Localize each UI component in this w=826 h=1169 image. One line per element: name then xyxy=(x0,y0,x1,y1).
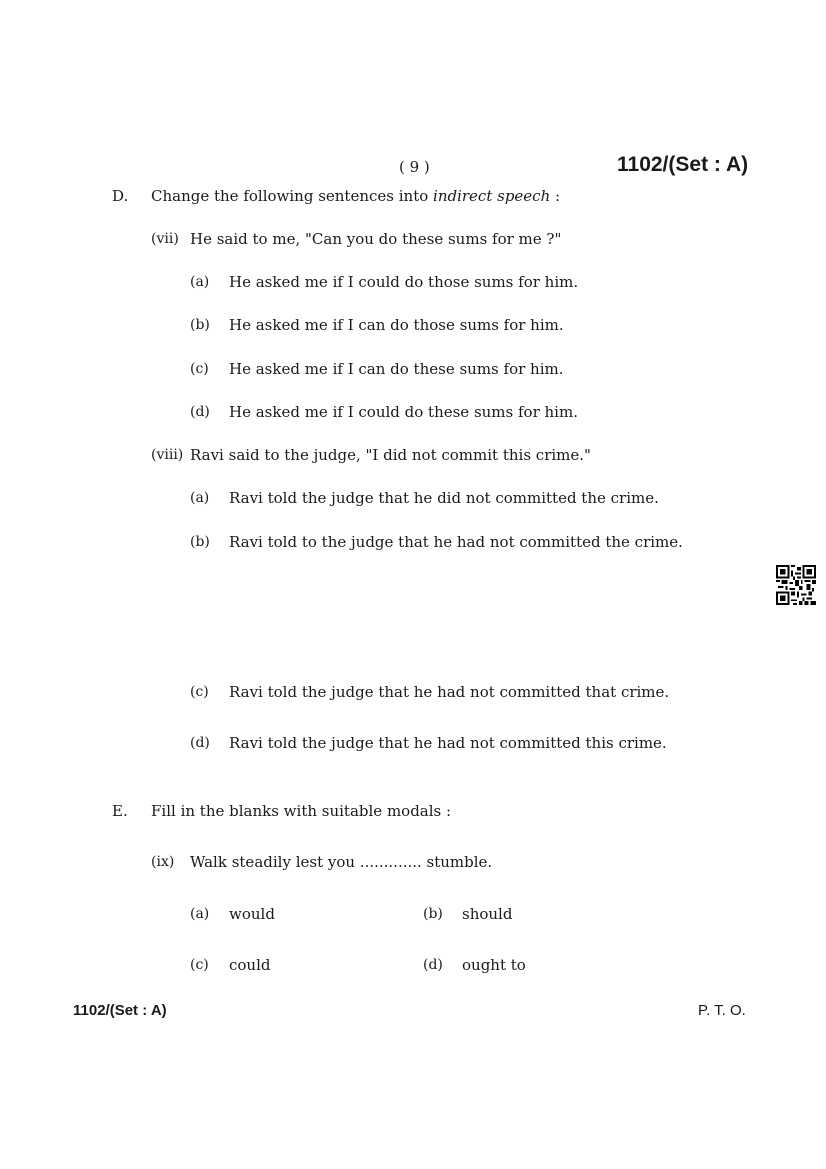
section-d-letter: D. xyxy=(112,187,129,205)
option-label: (a) xyxy=(190,906,210,922)
option-text: He asked me if I can do these sums for him. xyxy=(229,360,564,378)
option-label: (a) xyxy=(190,274,210,290)
page-number: ( 9 ) xyxy=(399,158,430,176)
pto-label: P. T. O. xyxy=(698,1002,746,1019)
question-text: Walk steadily lest you ............. stumble. xyxy=(190,853,493,871)
question-text: He said to me, "Can you do these sums for me ?" xyxy=(190,230,562,248)
qr-code-icon xyxy=(776,565,816,605)
option-label: (b) xyxy=(190,317,210,333)
instruction-prefix: Change the following sentences into xyxy=(151,187,434,205)
option-text: Ravi told the judge that he had not committed this crime. xyxy=(229,734,667,752)
section-e-instruction: Fill in the blanks with suitable modals : xyxy=(151,802,452,820)
option-label: (a) xyxy=(190,490,210,506)
question-number: (ix) xyxy=(151,854,175,870)
instruction-suffix: : xyxy=(550,187,561,205)
option-label: (d) xyxy=(190,404,210,420)
option-text: Ravi told the judge that he had not committed that crime. xyxy=(229,683,670,701)
option-label: (d) xyxy=(423,957,443,973)
option-text: could xyxy=(229,956,271,974)
option-label: (d) xyxy=(190,735,210,751)
option-text: He asked me if I can do those sums for him. xyxy=(229,316,564,334)
instruction-emphasis: indirect speech xyxy=(433,187,551,205)
question-text: Ravi said to the judge, "I did not commit this crime." xyxy=(190,446,591,464)
section-e-letter: E. xyxy=(112,802,128,820)
section-d-instruction xyxy=(151,187,560,205)
option-text: He asked me if I could do those sums for him. xyxy=(229,273,579,291)
option-text: should xyxy=(462,905,513,923)
set-code-footer: 1102/(Set : A) xyxy=(73,1002,167,1019)
option-label: (c) xyxy=(190,361,209,377)
option-text: ought to xyxy=(462,956,526,974)
option-text: He asked me if I could do these sums for him. xyxy=(229,403,578,421)
option-label: (b) xyxy=(423,906,443,922)
option-text: Ravi told to the judge that he had not committed the crime. xyxy=(229,533,683,551)
option-text: would xyxy=(229,905,275,923)
question-number: (viii) xyxy=(151,447,184,463)
option-label: (b) xyxy=(190,534,210,550)
set-code-header: 1102/(Set : A) xyxy=(617,153,749,176)
option-label: (c) xyxy=(190,684,209,700)
question-number: (vii) xyxy=(151,231,179,247)
option-text: Ravi told the judge that he did not committed the crime. xyxy=(229,489,659,507)
option-label: (c) xyxy=(190,957,209,973)
